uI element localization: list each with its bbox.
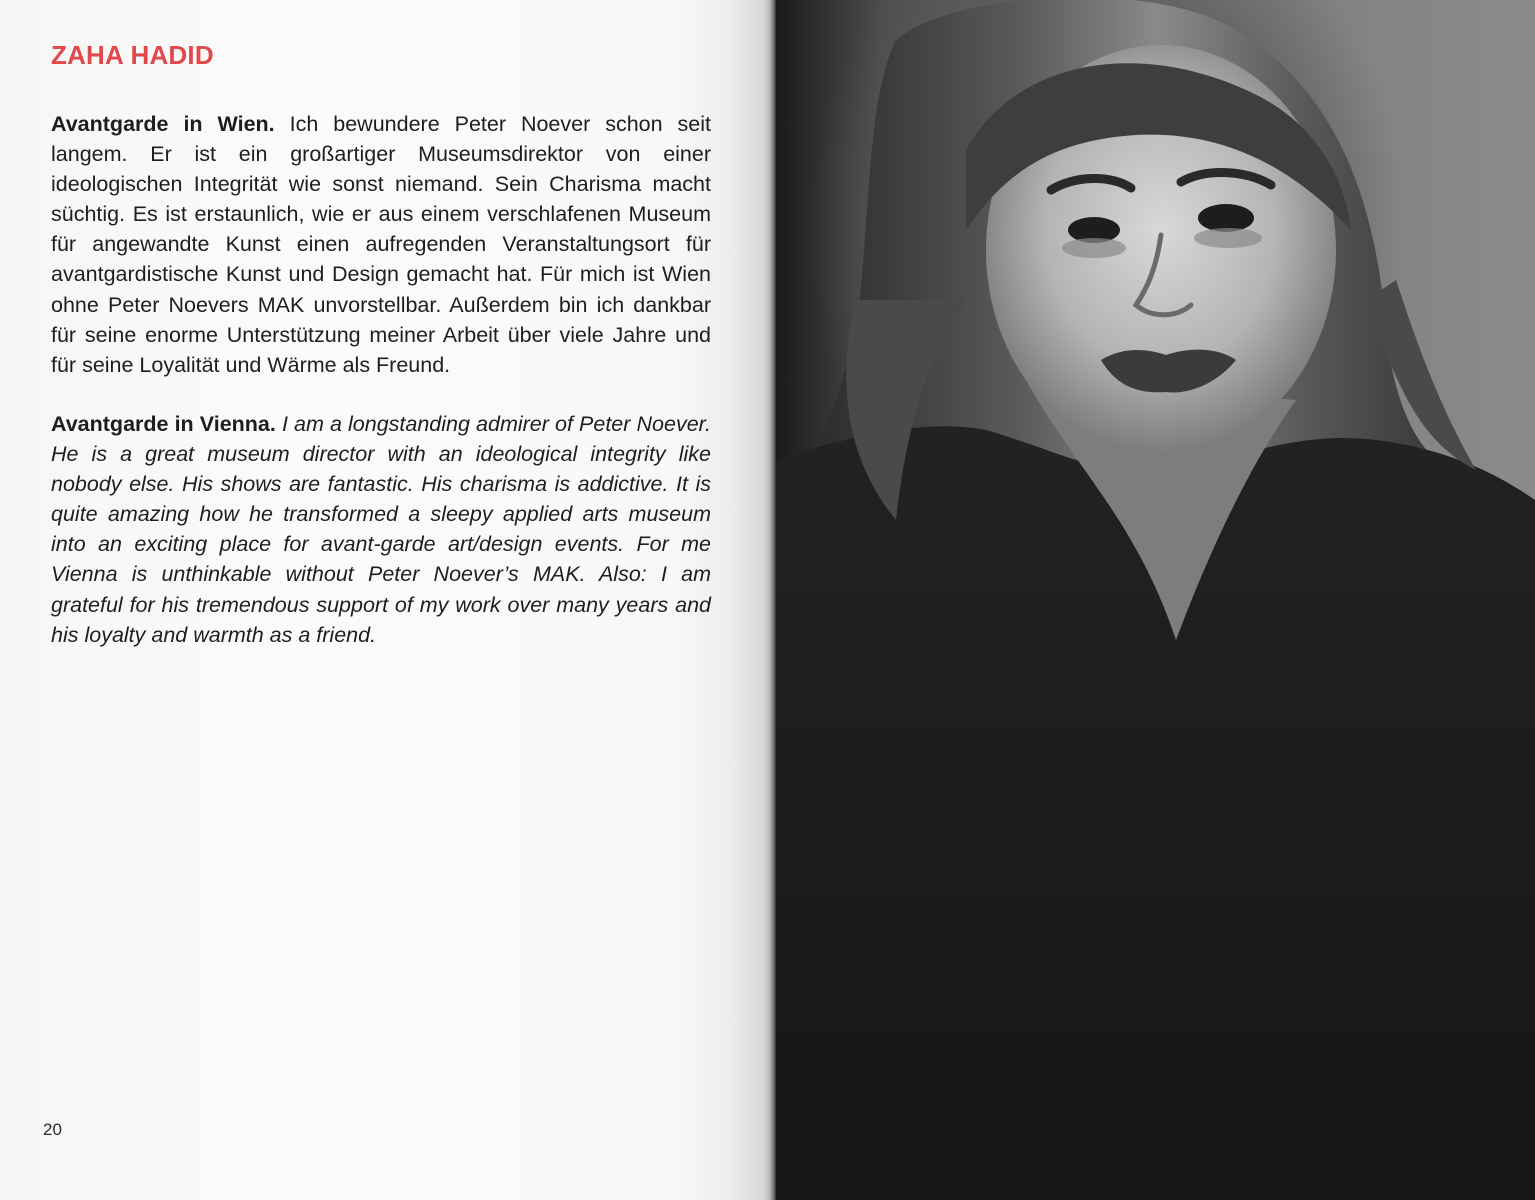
german-paragraph — [51, 109, 711, 380]
page-title: ZAHA HADID — [51, 40, 214, 70]
german-body: Ich bewundere Peter Noever schon seit langem. Er ist ein großartiger Museumsdirektor von einer ideologischen Integrität wie sonst niemand. Sein Charisma macht süchtig. Es ist erstaunlich, wie er aus einem verschlafenen Museum für angewandte Kunst einen aufregenden Veranstaltungsort für avantgardistische Kunst und Design gemacht hat. Für mich ist Wien ohne Peter Noevers MAK unvorstellbar. Außerdem bin ich dankbar für seine enorme Unterstützung meiner Arbeit über viele Jahre und für seine Loyalität und Wärme als Freund. — [51, 112, 711, 377]
portrait-photo-icon — [776, 0, 1535, 1200]
page-number: 20 — [43, 1120, 62, 1139]
english-body: I am a longstanding admirer of Peter Noever. He is a great museum director with an ideological integrity like nobody else. His shows are fantastic. His charisma is addictive. It is quite amazing how he transformed a sleepy applied arts museum into an exciting place for avant-garde art/design events. For me Vienna is unthinkable without Peter Noever’s MAK. Also: I am grateful for his tremendous support of my work over many years and his loyalty and warmth as a friend. — [51, 412, 711, 647]
english-paragraph — [51, 409, 711, 650]
german-lead: Avantgarde in Wien. — [51, 112, 275, 136]
right-page — [776, 0, 1535, 1200]
book-gutter — [764, 0, 776, 1200]
english-lead: Avantgarde in Vienna. — [51, 412, 276, 436]
